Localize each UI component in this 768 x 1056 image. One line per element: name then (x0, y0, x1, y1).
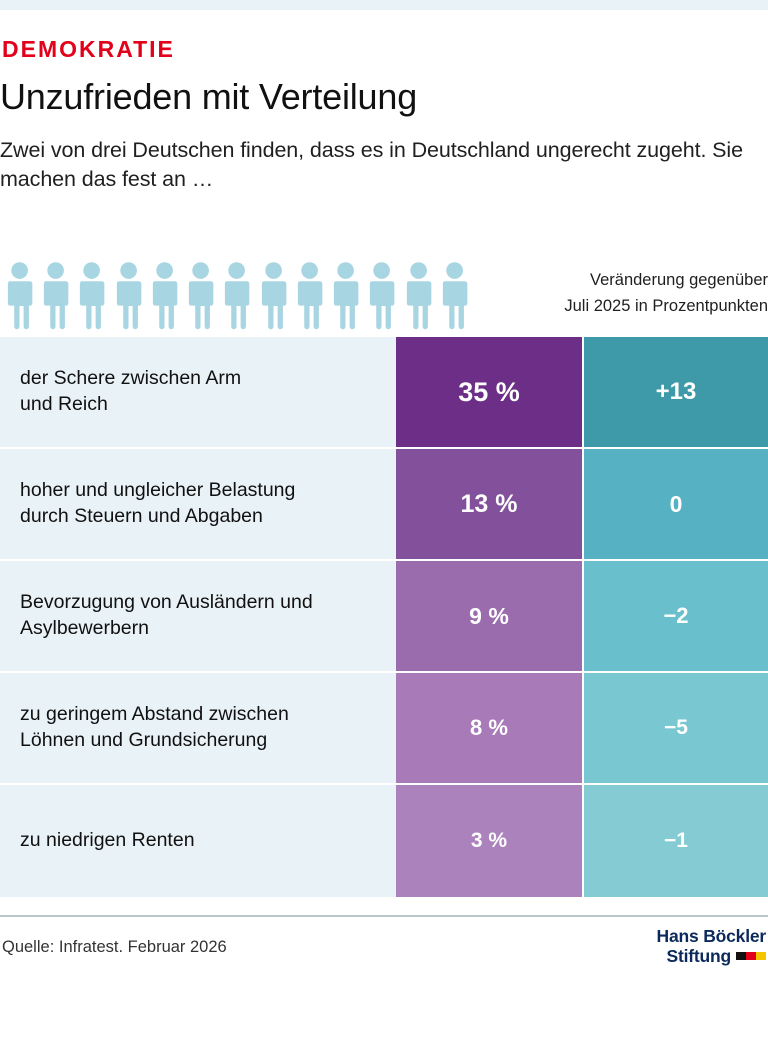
person-icon (292, 260, 327, 330)
subtitle-text: Zwei von drei Deutschen finden, dass es in Deutschland ungerecht zugeht. Sie machen das fest an … (0, 138, 743, 192)
row-label (0, 673, 396, 785)
person-icon (219, 260, 254, 330)
person-icon (38, 260, 73, 330)
row-label-line1: zu niedrigen Renten (20, 829, 195, 852)
footer (0, 915, 768, 985)
row-label-line1: der Schere zwischen Arm (20, 367, 242, 390)
person-icon (147, 260, 182, 330)
table-row (0, 785, 768, 897)
row-label-line2: Asylbewerbern (20, 617, 149, 639)
person-icon (328, 260, 363, 330)
row-label-line1: zu geringem Abstand zwischen (20, 703, 289, 726)
kicker-label: DEMOKRATIE (2, 36, 175, 62)
table-row (0, 449, 768, 561)
data-table (0, 337, 768, 897)
table-row (0, 561, 768, 673)
row-label-line1: hoher und ungleicher Belastung (20, 479, 296, 502)
row-delta: 0 (584, 449, 768, 561)
row-delta: +13 (584, 337, 768, 449)
legend-line-2: Juli 2025 in Prozentpunkten (564, 296, 768, 315)
logo-line-2: Stiftung (666, 945, 731, 966)
row-value: 13 % (396, 449, 584, 561)
top-bar (0, 0, 768, 10)
row-delta: −2 (584, 561, 768, 673)
table-row (0, 673, 768, 785)
row-label-line2: Löhnen und Grundsicherung (20, 729, 268, 751)
row-value: 8 % (396, 673, 584, 785)
row-label (0, 337, 396, 449)
person-icon (2, 260, 37, 330)
person-icon (401, 260, 436, 330)
footer-divider (0, 915, 768, 917)
row-label-line1: Bevorzugung von Ausländern und (20, 591, 313, 614)
person-icon (256, 260, 291, 330)
pictogram-people (2, 258, 472, 330)
german-flag-icon (736, 952, 766, 960)
pictogram-legend-row (0, 252, 768, 334)
person-icon (364, 260, 399, 330)
row-value: 35 % (396, 337, 584, 449)
row-label-line2: und Reich (20, 393, 108, 415)
row-delta: −1 (584, 785, 768, 897)
person-icon (183, 260, 218, 330)
source-note: Quelle: Infratest. Februar 2026 (2, 938, 227, 956)
row-value: 3 % (396, 785, 584, 897)
row-label (0, 561, 396, 673)
person-icon (74, 260, 109, 330)
page-title: Unzufrieden mit Verteilung (0, 76, 418, 117)
header (0, 10, 768, 194)
logo-line-1: Hans Böckler (656, 926, 766, 946)
row-value: 9 % (396, 561, 584, 673)
row-label (0, 449, 396, 561)
row-delta: −5 (584, 673, 768, 785)
legend-note (438, 268, 768, 319)
logo (657, 927, 766, 966)
table-row (0, 337, 768, 449)
person-icon (111, 260, 146, 330)
row-label-line2: durch Steuern und Abgaben (20, 505, 263, 527)
row-label (0, 785, 396, 897)
legend-line-1: Veränderung gegenüber (590, 271, 768, 289)
